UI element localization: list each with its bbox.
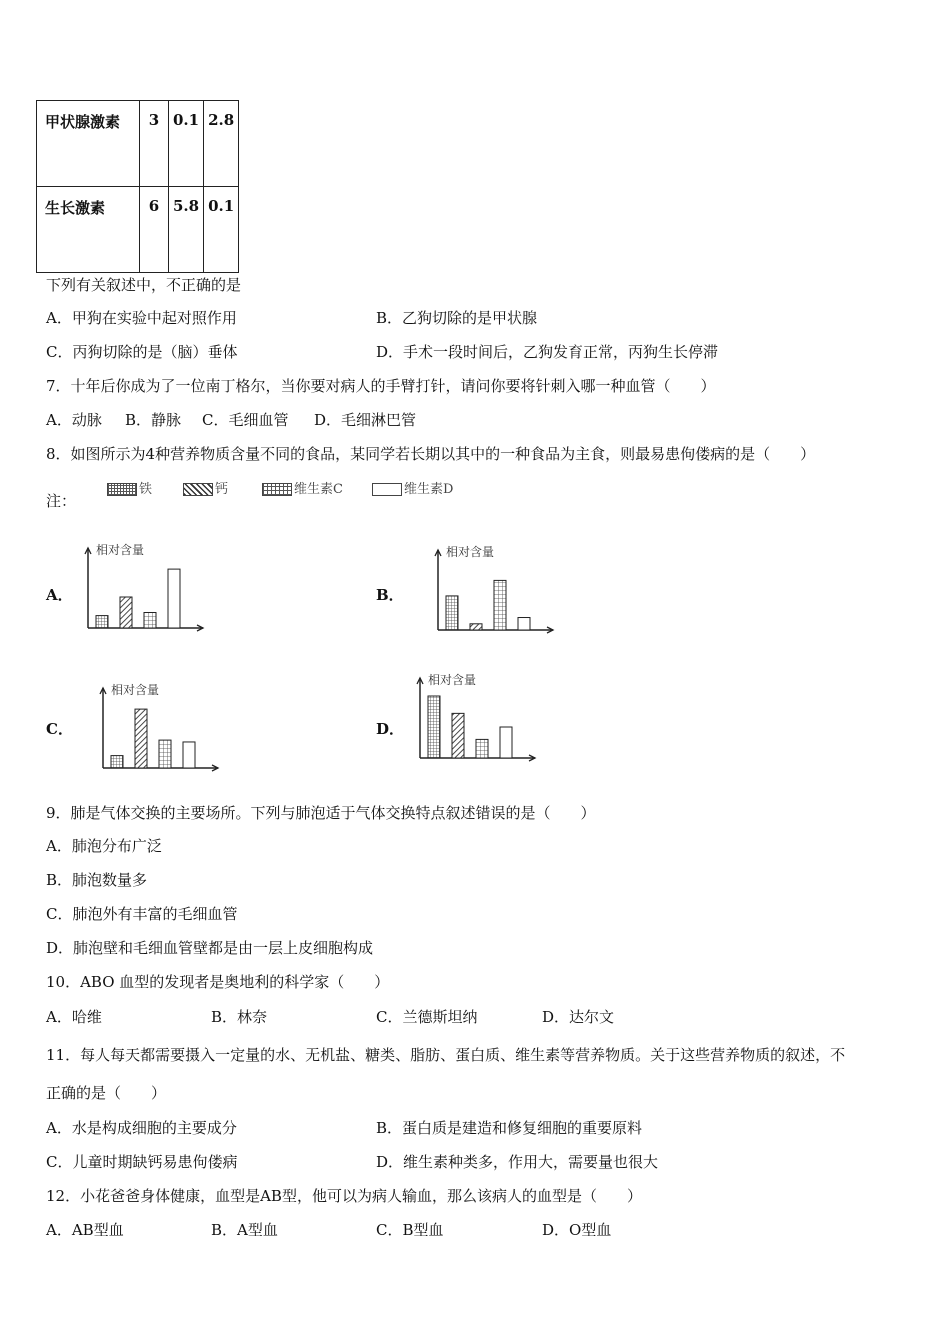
table-cell: 甲状腺激素 (37, 101, 140, 187)
table-cell: 0.1 (169, 101, 204, 187)
bar-calcium (470, 624, 482, 630)
axis-label: 相对含量 (446, 545, 495, 559)
bar-vitamin-c (476, 739, 488, 758)
table-cell: 6 (140, 187, 169, 273)
q10-option-b: B．林奈 (211, 1008, 268, 1026)
legend-calcium: 钙 (183, 478, 228, 497)
axis-label: 相对含量 (96, 543, 145, 557)
q7-option-a: A．动脉 (46, 411, 102, 429)
q9-option-a: A．肺泡分布广泛 (46, 837, 162, 855)
vitamin-d-swatch-icon (372, 483, 402, 496)
q10-option-d: D．达尔文 (542, 1008, 615, 1026)
axis-label: 相对含量 (428, 673, 477, 687)
table-cell: 0.1 (204, 187, 239, 273)
q8-note-label: 注： (46, 492, 77, 510)
q6-option-d: D．手术一段时间后，乙狗发育正常，丙狗生长停滞 (376, 343, 719, 361)
bar-vitamin-d (518, 618, 530, 630)
bar-vitamin-d (500, 727, 512, 758)
q8-option-d-label: D． (376, 720, 405, 738)
q6-stem: 下列有关叙述中，不正确的是 (46, 276, 242, 294)
q9-stem: 9．肺是气体交换的主要场所。下列与肺泡适于气体交换特点叙述错误的是（ ） (46, 804, 596, 822)
legend-iron: 铁 (107, 478, 152, 497)
q6-option-c: C．丙狗切除的是（脑）垂体 (46, 343, 238, 361)
q7-option-c: C．毛细血管 (202, 411, 289, 429)
q7-stem: 7．十年后你成为了一位南丁格尔，当你要对病人的手臂打针，请问你要将针刺入哪一种血管（ ） (46, 377, 716, 395)
q10-option-a: A．哈维 (46, 1008, 102, 1026)
q8-option-c-label: C． (46, 720, 73, 738)
q6-option-a: A．甲狗在实验中起对照作用 (46, 309, 237, 327)
calcium-swatch-icon (183, 483, 213, 496)
bar-iron (111, 756, 123, 768)
chart-a (80, 540, 210, 635)
q12-option-a: A．AB型血 (46, 1221, 124, 1239)
q9-option-c: C．肺泡外有丰富的毛细血管 (46, 905, 238, 923)
q11-option-c: C．儿童时期缺钙易患佝偻病 (46, 1153, 238, 1171)
bar-vitamin-c (159, 740, 171, 768)
table-cell: 2.8 (204, 101, 239, 187)
q7-option-d: D．毛细淋巴管 (314, 411, 417, 429)
q8-stem: 8．如图所示为4种营养物质含量不同的食品，某同学若长期以其中的一种食品为主食，则最易患佝偻病的是（ ） (46, 445, 816, 463)
q10-option-c: C．兰德斯坦纳 (376, 1008, 478, 1026)
q11-option-a: A．水是构成细胞的主要成分 (46, 1119, 237, 1137)
bar-vitamin-d (183, 742, 195, 768)
bar-calcium (452, 713, 464, 758)
q7-option-b: B．静脉 (125, 411, 182, 429)
bar-vitamin-c (494, 580, 506, 630)
bar-iron (96, 616, 108, 628)
q8-option-b-label: B． (376, 586, 404, 604)
hormone-table (36, 100, 239, 273)
q6-option-b: B．乙狗切除的是甲状腺 (376, 309, 538, 327)
table-cell: 5.8 (169, 187, 204, 273)
q11-option-d: D．维生素种类多，作用大，需要量也很大 (376, 1153, 659, 1171)
q10-stem: 10．ABO 血型的发现者是奥地利的科学家（ ） (46, 973, 390, 991)
bar-calcium (120, 597, 132, 628)
legend-vitamin-c: 维生素C (262, 478, 343, 497)
q11-stem-line1: 11．每人每天都需要摄入一定量的水、无机盐、糖类、脂肪、蛋白质、维生素等营养物质。关于这些营养物质的叙述，不 (46, 1046, 846, 1064)
vitamin-c-swatch-icon (262, 483, 292, 496)
table-cell: 3 (140, 101, 169, 187)
bar-calcium (135, 709, 147, 768)
q9-option-d: D．肺泡壁和毛细血管壁都是由一层上皮细胞构成 (46, 939, 374, 957)
q12-stem: 12．小花爸爸身体健康，血型是AB型，他可以为病人输血，那么该病人的血型是（ ） (46, 1187, 642, 1205)
q9-option-b: B．肺泡数量多 (46, 871, 148, 889)
q12-option-d: D．O型血 (542, 1221, 612, 1239)
q11-option-b: B．蛋白质是建造和修复细胞的重要原料 (376, 1119, 643, 1137)
bar-iron (446, 596, 458, 630)
q12-option-c: C．B型血 (376, 1221, 444, 1239)
q12-option-b: B．A型血 (211, 1221, 278, 1239)
q11-stem-line2: 正确的是（ ） (46, 1084, 167, 1102)
chart-c (95, 680, 225, 775)
bar-iron (428, 696, 440, 758)
table-row (37, 101, 239, 187)
axis-label: 相对含量 (111, 683, 160, 697)
bar-vitamin-d (168, 569, 180, 628)
iron-swatch-icon (107, 483, 137, 496)
table-row (37, 187, 239, 273)
bar-vitamin-c (144, 613, 156, 629)
legend-vitamin-d: 维生素D (372, 478, 453, 497)
chart-b (430, 542, 560, 637)
q8-option-a-label: A． (46, 586, 73, 604)
chart-d (412, 670, 542, 765)
table-cell: 生长激素 (37, 187, 140, 273)
